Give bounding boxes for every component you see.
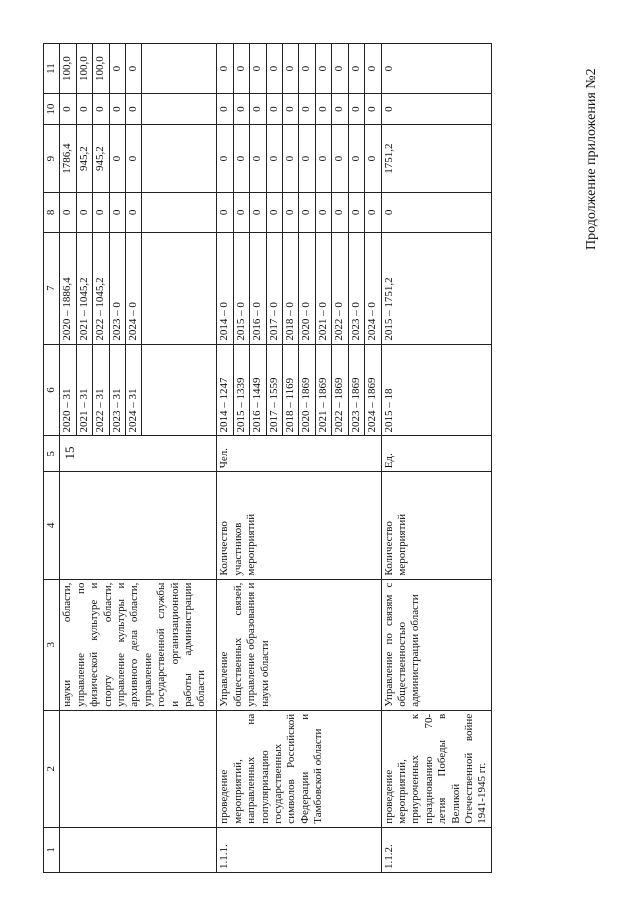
cell-indicator: Количество мероприятий bbox=[381, 472, 491, 579]
cell-total-funding: 2015 – 1751,2 bbox=[381, 232, 491, 344]
table-row bbox=[60, 44, 76, 873]
cell-c10: 0 bbox=[315, 94, 331, 125]
cell-name bbox=[60, 710, 217, 827]
appendix-label: Продолжение приложения №2 bbox=[584, 68, 599, 250]
cell-total-funding: 2023 – 0 bbox=[348, 232, 364, 344]
cell-c10: 0 bbox=[266, 94, 282, 125]
cell-c10: 0 bbox=[217, 94, 233, 125]
header-row bbox=[44, 44, 60, 873]
cell-total-funding: 2021 – 1045,2 bbox=[76, 232, 92, 344]
cell-c10: 0 bbox=[381, 94, 491, 125]
cell-c11: 0 bbox=[365, 44, 381, 94]
cell-c9: 945,2 bbox=[76, 125, 92, 193]
cell-c9: 0 bbox=[283, 125, 299, 193]
cell-executor: науки области, управление по физической культуре и спорту области, управление культуры и архивного дела области, управление государственной службы и организационной работы администрации области bbox=[60, 579, 217, 710]
cell-c9: 0 bbox=[233, 125, 249, 193]
cell-c9: 1751,2 bbox=[381, 125, 491, 193]
cell-target-value: 2016 – 1449 bbox=[250, 344, 266, 436]
cell-target-value: 2014 – 1247 bbox=[217, 344, 233, 436]
header-cell: 4 bbox=[44, 472, 60, 579]
cell-total-funding: 2024 – 0 bbox=[365, 232, 381, 344]
cell-c8: 0 bbox=[299, 193, 315, 232]
rotated-table-container bbox=[43, 43, 628, 873]
cell-c9: 0 bbox=[299, 125, 315, 193]
cell-c8: 0 bbox=[217, 193, 233, 232]
cell-c10: 0 bbox=[299, 94, 315, 125]
cell-unit bbox=[60, 436, 217, 472]
cell-unit: Ед. bbox=[381, 436, 491, 472]
cell-c8: 0 bbox=[266, 193, 282, 232]
cell-total-funding: 2024 – 0 bbox=[126, 232, 142, 344]
cell-num bbox=[60, 827, 217, 872]
cell-c8: 0 bbox=[365, 193, 381, 232]
cell-c11: 100,0 bbox=[76, 44, 92, 94]
cell-c8: 0 bbox=[76, 193, 92, 232]
cell-target-value: 2023 – 31 bbox=[109, 344, 125, 436]
cell-c8: 0 bbox=[250, 193, 266, 232]
cell-num: 1.1.1. bbox=[217, 827, 381, 872]
cell-target-value: 2017 – 1559 bbox=[266, 344, 282, 436]
cell-c9: 0 bbox=[126, 125, 142, 193]
header-cell: 2 bbox=[44, 710, 60, 827]
cell-c8: 0 bbox=[283, 193, 299, 232]
cell-total-funding: 2017 – 0 bbox=[266, 232, 282, 344]
cell-c11: 0 bbox=[233, 44, 249, 94]
header-cell: 5 bbox=[44, 436, 60, 472]
cell-c8: 0 bbox=[315, 193, 331, 232]
cell-c9: 0 bbox=[332, 125, 348, 193]
cell-target-value: 2020 – 1869 bbox=[299, 344, 315, 436]
cell-target-value: 2022 – 1869 bbox=[332, 344, 348, 436]
cell-c8: 0 bbox=[348, 193, 364, 232]
cell-c9: 0 bbox=[348, 125, 364, 193]
cell-c8: 0 bbox=[126, 193, 142, 232]
cell-target-value: 2022 – 31 bbox=[93, 344, 109, 436]
cell-target-value: 2021 – 1869 bbox=[315, 344, 331, 436]
cell-total-funding: 2020 – 0 bbox=[299, 232, 315, 344]
cell-c8: 0 bbox=[60, 193, 76, 232]
cell-c10: 0 bbox=[348, 94, 364, 125]
cell-executor: Управление общественных связей, управление образования и науки области bbox=[217, 579, 381, 710]
cell-empty bbox=[142, 193, 217, 232]
header-cell: 11 bbox=[44, 44, 60, 94]
cell-c9: 0 bbox=[266, 125, 282, 193]
page-number: 15 bbox=[62, 446, 77, 460]
cell-c10: 0 bbox=[332, 94, 348, 125]
cell-c9: 0 bbox=[217, 125, 233, 193]
program-table bbox=[43, 43, 492, 873]
cell-executor: Управление по связям с общественностью администрации области bbox=[381, 579, 491, 710]
cell-target-value: 2020 – 31 bbox=[60, 344, 76, 436]
cell-name: проведение мероприятий, приуроченных к празднованию 70-летия Победы в Великой Отечественной войне 1941-1945 гг. bbox=[381, 710, 491, 827]
cell-target-value: 2015 – 1339 bbox=[233, 344, 249, 436]
cell-c11: 0 bbox=[250, 44, 266, 94]
cell-c9: 0 bbox=[250, 125, 266, 193]
cell-c10: 0 bbox=[76, 94, 92, 125]
cell-c11: 0 bbox=[381, 44, 491, 94]
cell-empty bbox=[142, 44, 217, 94]
cell-empty bbox=[142, 344, 217, 436]
cell-c9: 0 bbox=[315, 125, 331, 193]
cell-empty bbox=[142, 94, 217, 125]
header-cell: 10 bbox=[44, 94, 60, 125]
cell-target-value: 2024 – 1869 bbox=[365, 344, 381, 436]
header-cell: 6 bbox=[44, 344, 60, 436]
header-cell: 1 bbox=[44, 827, 60, 872]
cell-total-funding: 2020 – 1886,4 bbox=[60, 232, 76, 344]
table-row bbox=[217, 44, 233, 873]
cell-c10: 0 bbox=[93, 94, 109, 125]
cell-c10: 0 bbox=[233, 94, 249, 125]
cell-c11: 0 bbox=[283, 44, 299, 94]
cell-c8: 0 bbox=[233, 193, 249, 232]
cell-c11: 100,0 bbox=[60, 44, 76, 94]
cell-target-value: 2024 – 31 bbox=[126, 344, 142, 436]
header-cell: 7 bbox=[44, 232, 60, 344]
cell-c9: 0 bbox=[109, 125, 125, 193]
cell-c10: 0 bbox=[126, 94, 142, 125]
cell-c10: 0 bbox=[283, 94, 299, 125]
cell-target-value: 2023 – 1869 bbox=[348, 344, 364, 436]
cell-c10: 0 bbox=[109, 94, 125, 125]
cell-total-funding: 2014 – 0 bbox=[217, 232, 233, 344]
header-cell: 3 bbox=[44, 579, 60, 710]
cell-c9: 1786,4 bbox=[60, 125, 76, 193]
cell-c11: 0 bbox=[299, 44, 315, 94]
header-cell: 9 bbox=[44, 125, 60, 193]
cell-total-funding: 2021 – 0 bbox=[315, 232, 331, 344]
cell-c8: 0 bbox=[332, 193, 348, 232]
cell-target-value: 2021 – 31 bbox=[76, 344, 92, 436]
cell-unit: Чел. bbox=[217, 436, 381, 472]
cell-c9: 0 bbox=[365, 125, 381, 193]
cell-c8: 0 bbox=[93, 193, 109, 232]
cell-empty bbox=[142, 232, 217, 344]
cell-c8: 0 bbox=[109, 193, 125, 232]
cell-c11: 0 bbox=[332, 44, 348, 94]
cell-c11: 0 bbox=[315, 44, 331, 94]
cell-total-funding: 2016 – 0 bbox=[250, 232, 266, 344]
cell-c11: 0 bbox=[266, 44, 282, 94]
cell-c11: 0 bbox=[109, 44, 125, 94]
cell-c10: 0 bbox=[365, 94, 381, 125]
cell-c11: 100,0 bbox=[93, 44, 109, 94]
cell-c9: 945,2 bbox=[93, 125, 109, 193]
cell-indicator bbox=[60, 472, 217, 579]
cell-c11: 0 bbox=[348, 44, 364, 94]
cell-target-value: 2015 – 18 bbox=[381, 344, 491, 436]
cell-empty bbox=[142, 125, 217, 193]
header-cell: 8 bbox=[44, 193, 60, 232]
cell-c11: 0 bbox=[126, 44, 142, 94]
cell-c10: 0 bbox=[250, 94, 266, 125]
cell-total-funding: 2018 – 0 bbox=[283, 232, 299, 344]
cell-target-value: 2018 – 1169 bbox=[283, 344, 299, 436]
cell-total-funding: 2022 – 1045,2 bbox=[93, 232, 109, 344]
cell-c11: 0 bbox=[217, 44, 233, 94]
cell-c8: 0 bbox=[381, 193, 491, 232]
cell-num: 1.1.2. bbox=[381, 827, 491, 872]
cell-name: проведение мероприятий, направленных на популяризацию государственных символов Российской Федерации и Тамбовской области bbox=[217, 710, 381, 827]
table-row bbox=[381, 44, 491, 873]
cell-total-funding: 2022 – 0 bbox=[332, 232, 348, 344]
cell-total-funding: 2023 – 0 bbox=[109, 232, 125, 344]
cell-indicator: Количество участников мероприятий bbox=[217, 472, 381, 579]
cell-c10: 0 bbox=[60, 94, 76, 125]
cell-total-funding: 2015 – 0 bbox=[233, 232, 249, 344]
